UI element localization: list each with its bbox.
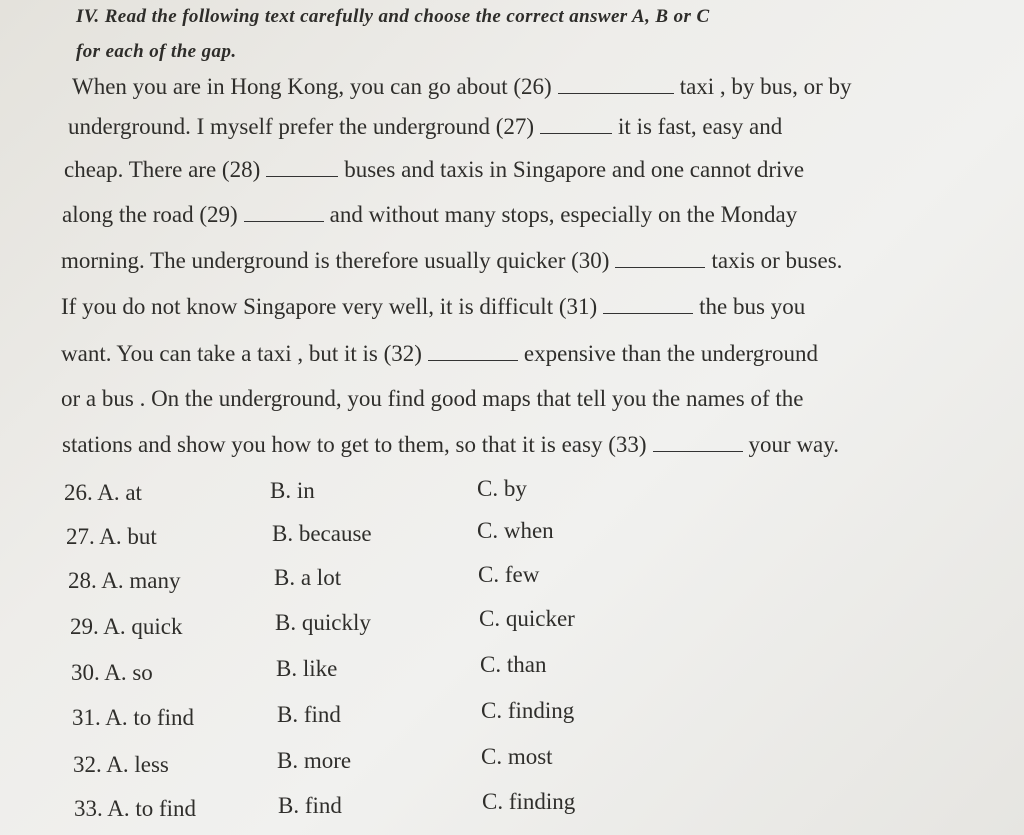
passage-text: and without many stops, especially on the Monday bbox=[329, 202, 798, 227]
passage-text: expensive than the underground bbox=[523, 341, 818, 366]
option-29-b: B. quickly bbox=[275, 610, 371, 635]
answer-blank-26 bbox=[558, 75, 674, 94]
passage-line-3 bbox=[64, 157, 804, 183]
answer-blank-30 bbox=[615, 249, 705, 268]
option-30-a: 30. A. so bbox=[71, 660, 153, 685]
option-29-a: 29. A. quick bbox=[70, 614, 183, 639]
option-33-a: 33. A. to find bbox=[74, 796, 197, 821]
option-32-c: C. most bbox=[481, 744, 553, 769]
option-26-c: C. by bbox=[477, 476, 527, 501]
instruction-line-1: IV. Read the following text carefully and choose the correct answer A, B or C bbox=[76, 6, 710, 27]
passage-text: buses and taxis in Singapore and one cannot drive bbox=[344, 157, 805, 182]
option-31-b: B. find bbox=[277, 702, 341, 727]
passage-line-2 bbox=[68, 114, 782, 140]
option-26-b: B. in bbox=[270, 478, 315, 503]
passage-text: or a bus . On the underground, you find good maps that tell you the names of the bbox=[61, 386, 804, 411]
option-27-a: 27. A. but bbox=[66, 524, 157, 549]
option-26-a: 26. A. at bbox=[64, 480, 142, 505]
passage-text: the bus you bbox=[699, 294, 806, 319]
passage-text: When you are in Hong Kong, you can go about (26) bbox=[72, 74, 552, 99]
option-30-c: C. than bbox=[480, 652, 547, 677]
passage-text: underground. I myself prefer the underground (27) bbox=[68, 114, 535, 139]
option-32-a: 32. A. less bbox=[73, 752, 169, 777]
option-32-b: B. more bbox=[277, 748, 352, 773]
option-28-a: 28. A. many bbox=[68, 568, 181, 593]
passage-line-4 bbox=[62, 202, 797, 228]
passage-line-7 bbox=[61, 341, 818, 367]
option-27-c: C. when bbox=[477, 518, 554, 543]
passage-line-1 bbox=[72, 74, 852, 100]
passage-text: along the road (29) bbox=[62, 202, 238, 227]
option-28-b: B. a lot bbox=[274, 565, 342, 590]
passage-text: stations and show you how to get to them, so that it is easy (33) bbox=[62, 432, 647, 457]
passage-line-9 bbox=[62, 432, 839, 458]
option-33-c: C. finding bbox=[482, 789, 576, 814]
passage-text: cheap. There are (28) bbox=[64, 157, 261, 182]
answer-blank-29 bbox=[244, 203, 324, 222]
option-31-c: C. finding bbox=[481, 698, 575, 723]
passage-text: If you do not know Singapore very well, it is difficult (31) bbox=[61, 294, 598, 319]
passage-text: taxis or buses. bbox=[711, 248, 843, 273]
passage-text: it is fast, easy and bbox=[618, 114, 783, 139]
option-29-c: C. quicker bbox=[479, 606, 575, 631]
passage-text: want. You can take a taxi , but it is (32) bbox=[61, 341, 422, 366]
answer-blank-28 bbox=[266, 158, 338, 177]
passage-text: taxi , by bus, or by bbox=[679, 74, 852, 99]
instruction-line-2: for each of the gap. bbox=[76, 41, 237, 62]
option-28-c: C. few bbox=[478, 562, 540, 587]
option-33-b: B. find bbox=[278, 793, 342, 818]
answer-blank-31 bbox=[603, 295, 693, 314]
answer-blank-33 bbox=[653, 433, 743, 452]
option-30-b: B. like bbox=[276, 656, 338, 681]
answer-blank-32 bbox=[428, 342, 518, 361]
passage-line-6 bbox=[61, 294, 805, 320]
passage-line-5 bbox=[61, 248, 842, 274]
option-31-a: 31. A. to find bbox=[72, 705, 195, 730]
option-27-b: B. because bbox=[272, 521, 372, 546]
passage-text: your way. bbox=[748, 432, 840, 457]
passage-text: morning. The underground is therefore usually quicker (30) bbox=[61, 248, 610, 273]
passage-line-8 bbox=[61, 386, 803, 412]
answer-blank-27 bbox=[540, 115, 612, 134]
